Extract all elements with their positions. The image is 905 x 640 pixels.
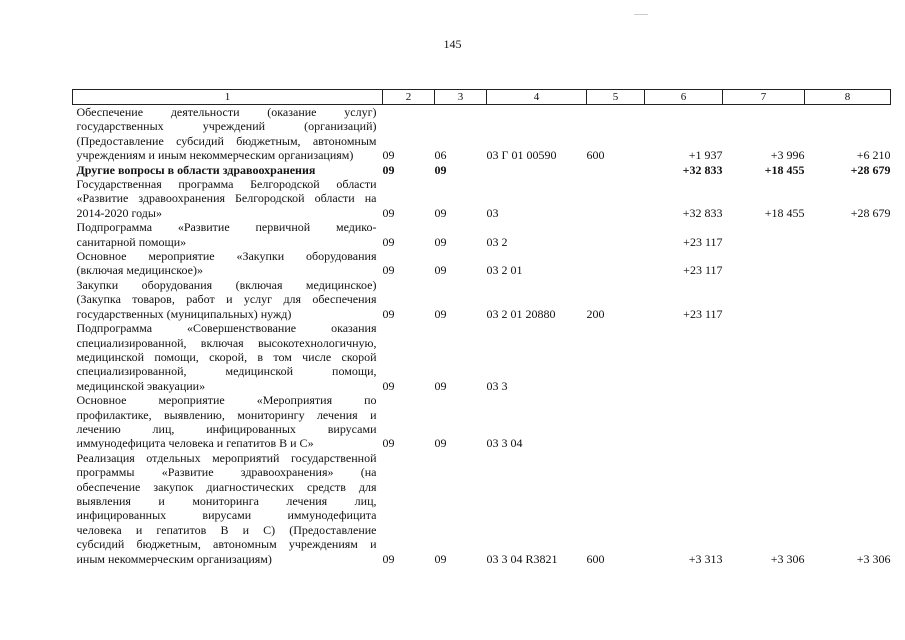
subsection-code: 09 [434, 162, 447, 177]
description-line: Основное мероприятие «Закупки оборудования [76, 249, 377, 264]
header-col-8: 8 [805, 90, 891, 105]
description-line: Государственная программа Белгородской области [76, 177, 377, 192]
target-article-code: 03 3 04 R3821 [486, 551, 558, 566]
expense-type-code: 200 [586, 306, 605, 321]
section-code: 09 [382, 148, 395, 163]
amount-col-6: +23 117 [683, 263, 723, 278]
section-code: 09 [382, 378, 395, 393]
amount-col-6: +23 117 [683, 234, 723, 249]
expense-type-code [587, 163, 645, 177]
amount-col-8 [805, 249, 891, 278]
description-line: Реализация отдельных мероприятий государственной [76, 450, 377, 465]
row-description [73, 163, 383, 177]
amount-col-8 [805, 321, 891, 393]
amount-col-6: +3 313 [688, 551, 723, 566]
expense-type-code [587, 393, 645, 451]
subsection-code: 09 [434, 306, 447, 321]
amount-col-7 [723, 393, 805, 451]
target-article-code: 03 Г 01 00590 [486, 148, 557, 163]
header-col-6: 6 [645, 90, 723, 105]
amount-col-8 [805, 220, 891, 249]
description-line: иным некоммерческим организациям) [76, 551, 272, 566]
expense-type-code [587, 321, 645, 393]
table-row [73, 177, 891, 220]
subsection-code: 09 [434, 551, 447, 566]
description-line: обеспечение закупок диагностических средств для [76, 479, 377, 494]
header-col-4: 4 [487, 90, 587, 105]
target-article-code [487, 163, 587, 177]
description-line: человека и гепатитов В и С) (Предоставление [76, 522, 377, 537]
description-line: (Предоставление субсидий бюджетным, автономным [76, 133, 377, 148]
description-line: Обеспечение деятельности (оказание услуг) [76, 105, 377, 119]
amount-col-7: +18 455 [764, 162, 805, 177]
table-row [73, 278, 891, 321]
table-row [73, 220, 891, 249]
description-line: Подпрограмма «Совершенствование оказания [76, 321, 377, 336]
description-line: санитарной помощи» [76, 234, 187, 249]
row-description [73, 249, 383, 278]
target-article-code: 03 [486, 205, 499, 220]
target-article-code: 03 2 [486, 234, 508, 249]
amount-col-8: +3 306 [856, 551, 891, 566]
row-description [73, 393, 383, 451]
target-article-code: 03 2 01 20880 [486, 306, 556, 321]
amount-col-8 [805, 393, 891, 451]
expense-type-code: 600 [586, 148, 605, 163]
table-row [73, 249, 891, 278]
header-row [73, 90, 891, 105]
amount-col-7 [723, 220, 805, 249]
subsection-code: 09 [434, 436, 447, 451]
amount-col-7: +18 455 [764, 205, 805, 220]
subsection-code: 09 [434, 205, 447, 220]
description-line: (Закупка товаров, работ и услуг для обеспечения [76, 292, 377, 307]
amount-col-7 [723, 278, 805, 321]
description-line: профилактике, выявлению, мониторингу лечения и [76, 407, 377, 422]
header-col-3: 3 [435, 90, 487, 105]
amount-col-7 [723, 321, 805, 393]
description-line: выявления и мониторинга лечения лиц, [76, 493, 377, 508]
page-number: 145 [443, 37, 462, 51]
amount-col-7: +3 306 [770, 551, 805, 566]
description-line: Подпрограмма «Развитие первичной медико- [76, 220, 377, 235]
budget-table [72, 89, 891, 566]
expense-type-code: 600 [586, 551, 605, 566]
table-row [73, 163, 891, 177]
table-row [73, 451, 891, 566]
amount-col-6 [645, 393, 723, 451]
table-row [73, 321, 891, 393]
header-col-7: 7 [723, 90, 805, 105]
description-line: «Развитие здравоохранения Белгородской области на [76, 191, 377, 206]
row-description [73, 177, 383, 220]
section-code: 09 [382, 436, 395, 451]
description-line: инфицированных вирусами иммунодефицита [76, 508, 377, 523]
description-line: медицинской эвакуации» [76, 378, 206, 393]
description-line: Закупки оборудования (включая медицинское) [76, 277, 377, 292]
scan-mark [634, 14, 648, 15]
target-article-code: 03 2 01 [486, 263, 523, 278]
amount-col-6: +23 117 [683, 306, 723, 321]
amount-col-6: +32 833 [682, 205, 723, 220]
description-line: программы «Развитие здравоохранения» (на [76, 465, 377, 480]
header-col-2: 2 [383, 90, 435, 105]
subsection-code: 06 [434, 148, 447, 163]
amount-col-8: +28 679 [850, 205, 891, 220]
subsection-code: 09 [434, 234, 447, 249]
description-line: Другие вопросы в области здравоохранения [76, 162, 316, 177]
description-line: лечению лиц, инфицированных вирусами [76, 421, 377, 436]
description-line: Основное мероприятие «Мероприятия по [76, 393, 377, 408]
section-code: 09 [382, 306, 395, 321]
row-description [73, 220, 383, 249]
expense-type-code [587, 249, 645, 278]
table-header [73, 90, 891, 105]
table-row [73, 105, 891, 163]
description-line: государственных учреждений (организаций) [76, 119, 377, 134]
amount-col-8: +6 210 [856, 148, 891, 163]
amount-col-6 [645, 321, 723, 393]
description-line: специализированной, медицинской помощи, [76, 364, 377, 379]
section-code: 09 [382, 263, 395, 278]
header-col-5: 5 [587, 90, 645, 105]
description-line: субсидий бюджетным, автономным учреждениям и [76, 537, 377, 552]
expense-type-code [587, 220, 645, 249]
section-code: 09 [382, 162, 395, 177]
description-line: 2014-2020 годы» [76, 205, 162, 220]
amount-col-8: +28 679 [850, 162, 891, 177]
row-description [73, 321, 383, 393]
target-article-code: 03 3 [486, 378, 508, 393]
description-line: специализированной, включая высокотехнологичную, [76, 335, 377, 350]
description-line: учреждениям и иным некоммерческим организациям) [76, 148, 354, 163]
amount-col-7 [723, 249, 805, 278]
amount-col-6: +1 937 [688, 148, 723, 163]
target-article-code: 03 3 04 [486, 436, 523, 451]
table-row [73, 393, 891, 451]
section-code: 09 [382, 551, 395, 566]
row-description [73, 278, 383, 321]
expense-type-code [587, 177, 645, 220]
subsection-code: 09 [434, 378, 447, 393]
amount-col-6: +32 833 [682, 162, 723, 177]
description-line: государственных (муниципальных) нужд) [76, 306, 292, 321]
section-code: 09 [382, 234, 395, 249]
subsection-code: 09 [434, 263, 447, 278]
amount-col-8 [805, 278, 891, 321]
description-line: медицинской помощи, скорой, в том числе скорой [76, 349, 377, 364]
header-col-1: 1 [73, 90, 383, 105]
row-description [73, 451, 383, 566]
row-description [73, 105, 383, 163]
description-line: (включая медицинское)» [76, 263, 203, 278]
description-line: иммунодефицита человека и гепатитов В и С» [76, 436, 314, 451]
amount-col-7: +3 996 [770, 148, 805, 163]
table-body [73, 105, 891, 567]
section-code: 09 [382, 205, 395, 220]
